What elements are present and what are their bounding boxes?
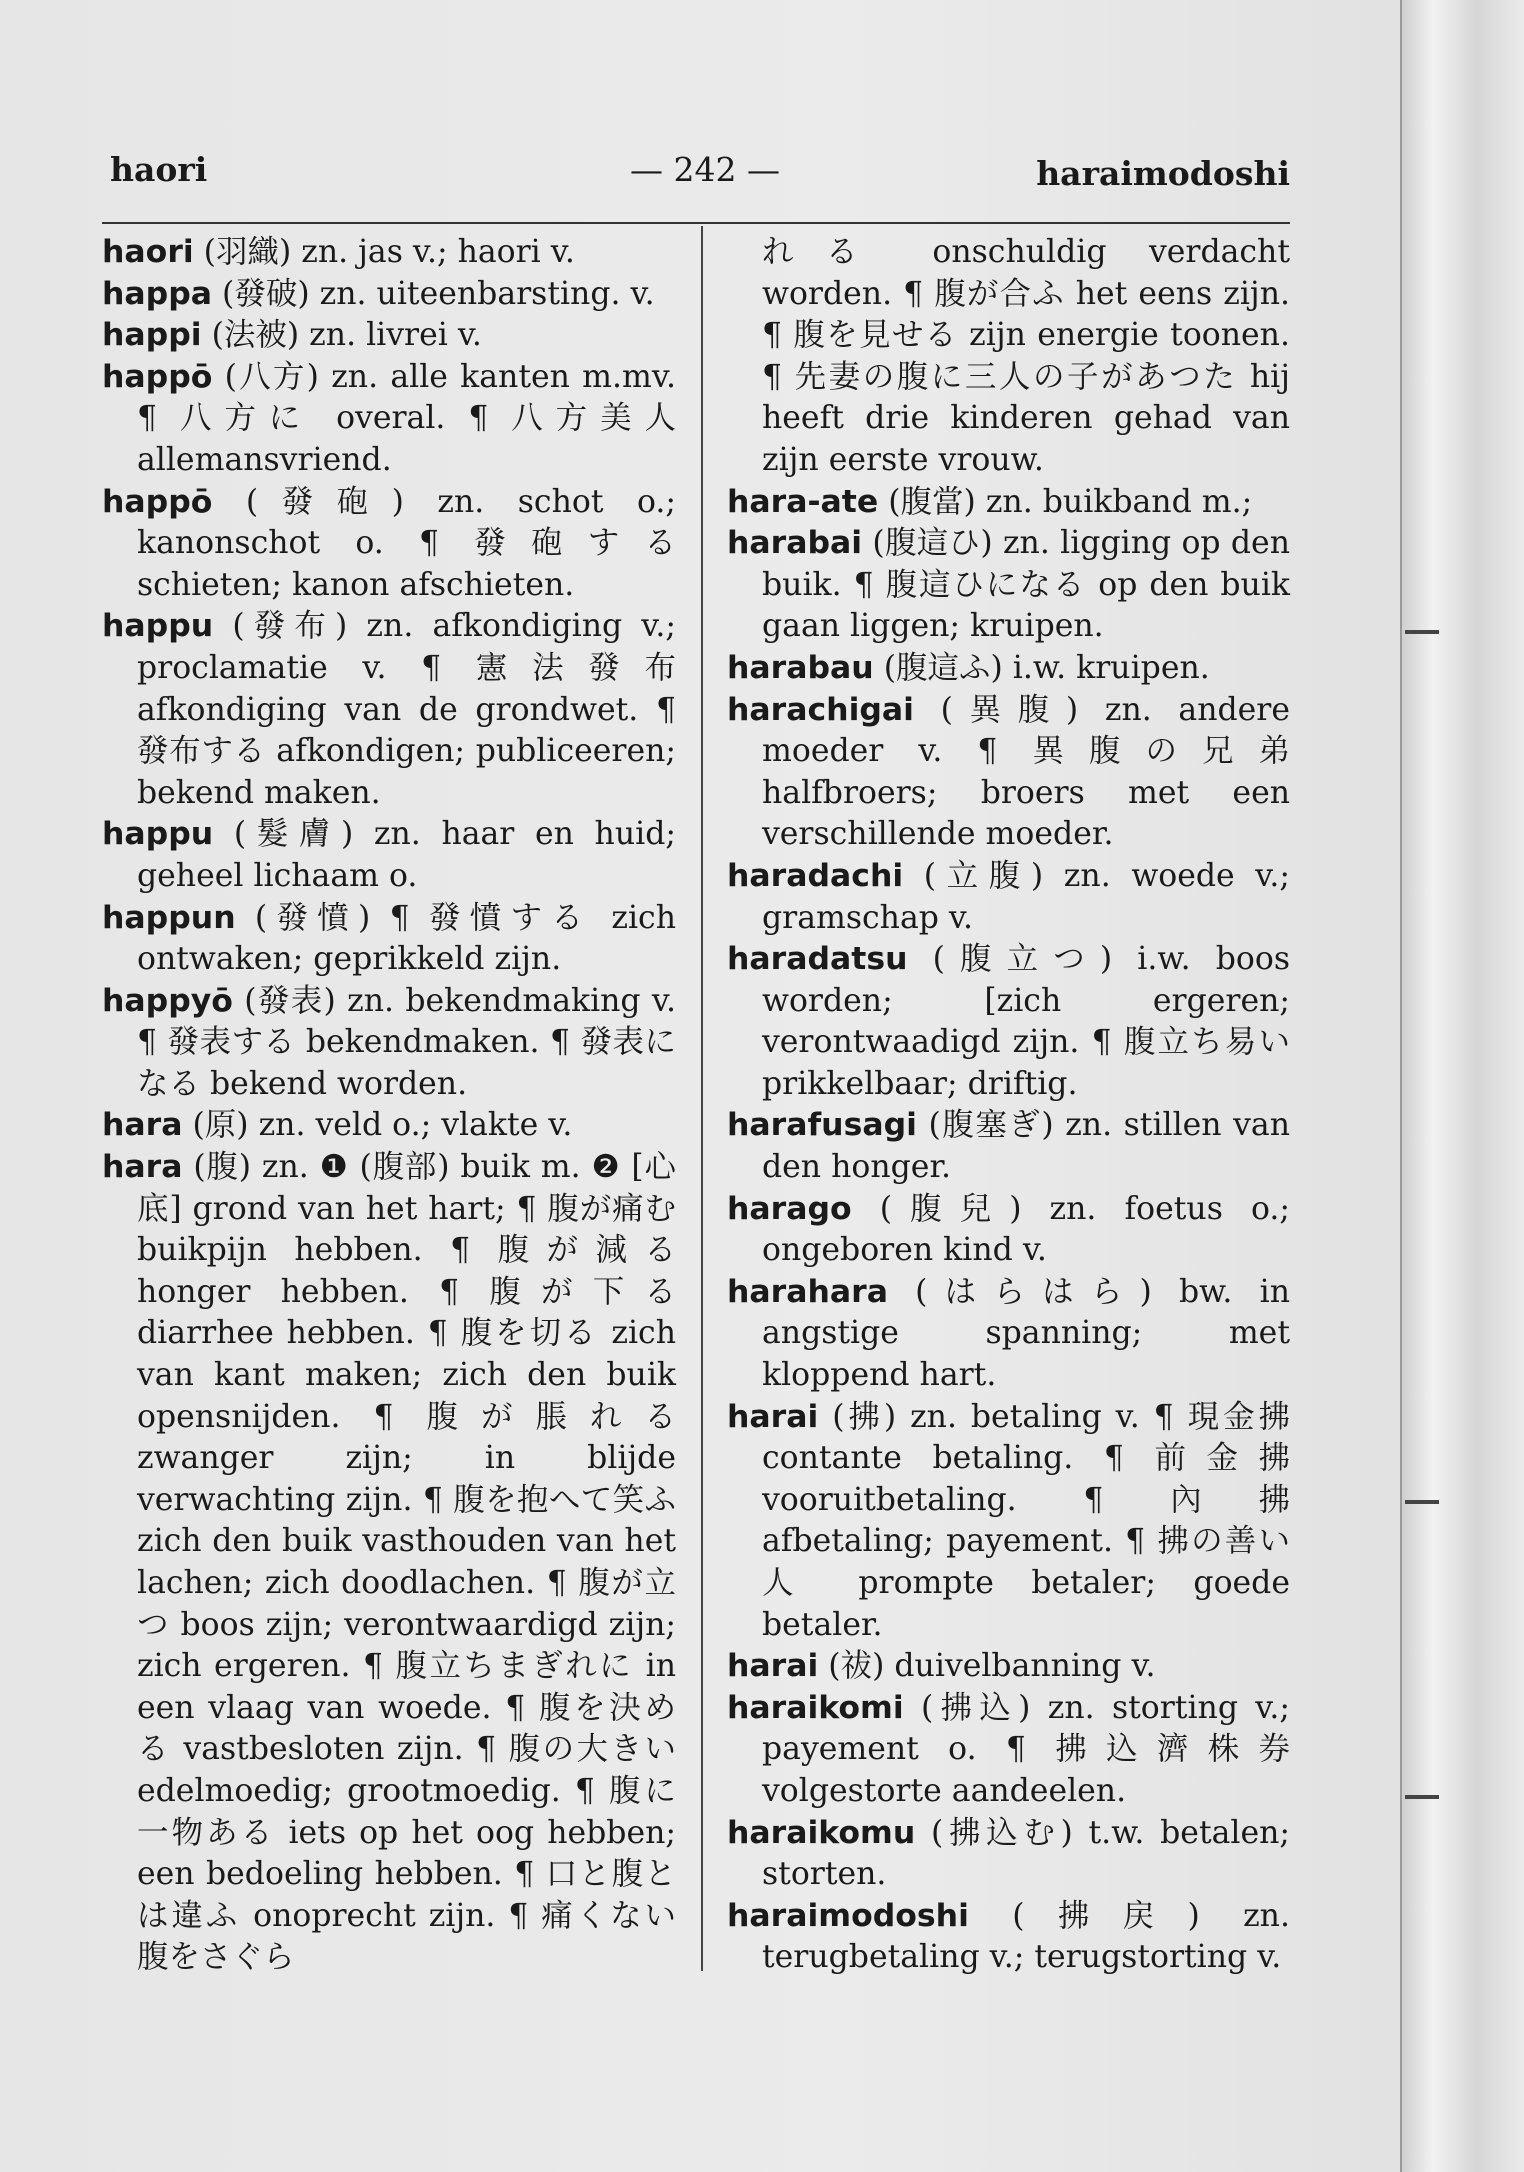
page-number: — 242 — — [630, 150, 780, 189]
entry-headword: happa — [102, 275, 213, 312]
dictionary-entry — [727, 1189, 1290, 1272]
header-rule — [102, 222, 1290, 224]
book-spine — [1400, 0, 1524, 2172]
dictionary-entry — [102, 315, 676, 357]
entry-body: (腹這ひ) zn. ligging op den buik. ¶ 腹這ひになる op den buik gaan liggen; kruipen. — [762, 525, 1290, 645]
entry-headword: harai — [727, 1398, 819, 1435]
dictionary-entry — [102, 1147, 676, 1979]
dictionary-entry — [727, 1272, 1290, 1397]
entry-body: (法被) zn. livrei v. — [201, 317, 482, 354]
entry-headword: harabau — [727, 649, 874, 686]
entry-headword: happun — [102, 899, 236, 936]
entry-body: (腹這ふ) i.w. kruipen. — [873, 649, 1210, 686]
header-last-word: haraimodoshi — [1036, 154, 1290, 193]
entry-headword: happu — [102, 608, 214, 645]
dictionary-entry — [727, 1896, 1290, 1979]
entry-headword: haraikomi — [727, 1689, 904, 1726]
entry-headword: harafusagi — [727, 1107, 917, 1144]
page-header — [100, 150, 1290, 206]
binding-stitch — [1405, 630, 1439, 634]
entry-body: (腹兒) zn. foetus o.; ongeboren kind v. — [762, 1190, 1290, 1269]
entry-headword: hara — [102, 1149, 183, 1186]
entry-body: (發布) zn. afkondiging v.; proclamatie v. ¶ 憲法發布 afkondiging van de grondwet. ¶ 發布する afkondigen; publiceeren; bekend maken. — [137, 608, 676, 811]
dictionary-entry — [727, 1646, 1290, 1688]
entry-headword: hara — [102, 1107, 183, 1144]
entry-body: (髮膚) zn. haar en huid; geheel lichaam o. — [137, 816, 676, 894]
dictionary-entry — [102, 274, 676, 316]
entry-headword: happō — [102, 483, 213, 520]
dictionary-entry — [102, 898, 676, 981]
entry-body: (異腹) zn. andere moeder v. ¶ 異腹の兄弟 halfbroers; broers met een verschillende moeder. — [762, 691, 1290, 853]
entry-body: (腹立つ) i.w. boos worden; [zich ergeren; verontwaadigd zijn. ¶ 腹立ち易い prikkelbaar; driftig. — [762, 941, 1290, 1102]
dictionary-entry — [102, 814, 676, 897]
entry-headword: happyō — [102, 982, 233, 1019]
dictionary-entry — [102, 981, 676, 1106]
entry-headword: haraikomu — [727, 1814, 916, 1851]
binding-stitch — [1405, 1500, 1439, 1504]
entry-body: (拂戻) zn. terugbetaling v.; terugstorting v. — [762, 1897, 1290, 1976]
dictionary-entry — [102, 606, 676, 814]
entry-continuation — [727, 232, 1290, 482]
dictionary-entry — [727, 690, 1290, 856]
entry-body: (八方) zn. alle kanten m.mv. ¶ 八方に overal. ¶ 八方美人 allemansvriend. — [137, 358, 676, 478]
column-divider — [701, 226, 703, 1971]
entry-headword: haori — [102, 234, 194, 270]
dictionary-entry — [727, 1813, 1290, 1896]
dictionary-entry — [727, 856, 1290, 939]
entry-headword: haradachi — [727, 857, 904, 894]
entry-body: (立腹) zn. woede v.; gramschap v. — [762, 857, 1290, 936]
entry-body: (拂込) zn. storting v.; payement o. ¶ 拂込濟株券 volgestorte aandeelen. — [762, 1689, 1290, 1809]
dictionary-entry — [102, 1105, 676, 1147]
entry-body: (發破) zn. uiteenbarsting. v. — [212, 275, 655, 312]
left-column — [102, 232, 676, 1979]
dictionary-entry — [102, 357, 676, 482]
entry-body: (腹當) zn. buikband m.; — [878, 483, 1253, 520]
entry-headword: harabai — [727, 525, 863, 562]
dictionary-entry — [102, 232, 676, 274]
entry-headword: harachigai — [727, 691, 914, 728]
dictionary-entry — [727, 482, 1290, 524]
entry-headword: happō — [102, 358, 213, 395]
entry-headword: happi — [102, 317, 202, 354]
dictionary-entry — [727, 1397, 1290, 1647]
entry-headword: haraimodoshi — [727, 1897, 969, 1934]
dictionary-entry — [727, 1688, 1290, 1813]
binding-stitch — [1405, 1795, 1439, 1799]
dictionary-entry — [727, 939, 1290, 1105]
dictionary-entry — [102, 482, 676, 607]
entry-body: (拂) zn. betaling v. ¶ 現金拂 contante betaling. ¶ 前金拂 vooruitbetaling. ¶ 內拂 afbetaling; payement. ¶ 拂の善い人 prompte betaler; goede betaler. — [762, 1398, 1290, 1643]
header-first-word: haori — [110, 150, 208, 189]
entry-body: (拂込む) t.w. betalen; storten. — [762, 1814, 1290, 1893]
entry-body: (發憤) ¶ 發憤する zich ontwaken; geprikkeld zijn. — [137, 899, 676, 978]
right-column — [727, 232, 1290, 1979]
entry-body: (祓) duivelbanning v. — [818, 1648, 1156, 1685]
entry-body: (腹塞ぎ) zn. stillen van den honger. — [762, 1107, 1290, 1186]
entry-headword: haradatsu — [727, 941, 908, 978]
entry-headword: harago — [727, 1190, 852, 1227]
entry-headword: happu — [102, 816, 214, 853]
entry-body: (羽織) zn. jas v.; haori v. — [193, 234, 575, 270]
dictionary-entry — [727, 523, 1290, 648]
entry-body: (腹) zn. ❶ (腹部) buik m. ❷ [心底] grond van het hart; ¶ 腹が痛む buikpijn hebben. ¶ 腹が減る honger hebben. ¶ 腹が下る diarrhee hebben. ¶ 腹を切る zich van kant maken; zich den buik opensnijden. ¶ 腹が脹れる zwanger zijn; in blijde verwachting zijn. ¶ 腹を抱へて笑ふ zich den buik vasthouden van het lachen; zich doodlachen. ¶ 腹が立つ boos zijn; verontwaardigd zijn; zich ergeren. ¶ 腹立ちまぎれに in een vlaag van woede. ¶ 腹を決める vastbesloten zijn. ¶ 腹の大きい edelmoedig; grootmoedig. ¶ 腹に一物ある iets op het oog hebben; een bedoeling hebben. ¶ 口と腹とは違ふ onoprecht zijn. ¶ 痛くない腹をさぐら — [137, 1149, 676, 1976]
entry-body: れる onschuldig verdacht worden. ¶ 腹が合ふ het eens zijn. ¶ 腹を見せる zijn energie toonen. ¶ 先妻の腹に三人の子があつた hij heeft drie kinderen gehad van zijn eerste vrouw. — [762, 234, 1290, 478]
entry-body: (はらはら) bw. in angstige spanning; met kloppend hart. — [762, 1273, 1290, 1394]
entry-headword: harai — [727, 1648, 819, 1685]
entry-body: (發表) zn. bekendmaking v. ¶ 發表する bekendmaken. ¶ 發表になる bekend worden. — [137, 982, 676, 1102]
entry-body: (發砲) zn. schot o.; kanonschot o. ¶ 發砲する schieten; kanon afschieten. — [137, 483, 676, 603]
dictionary-entry — [727, 1105, 1290, 1188]
entry-headword: harahara — [727, 1273, 888, 1310]
entry-headword: hara-ate — [727, 483, 879, 520]
entry-body: (原) zn. veld o.; vlakte v. — [182, 1107, 573, 1144]
dictionary-entry — [727, 648, 1290, 690]
